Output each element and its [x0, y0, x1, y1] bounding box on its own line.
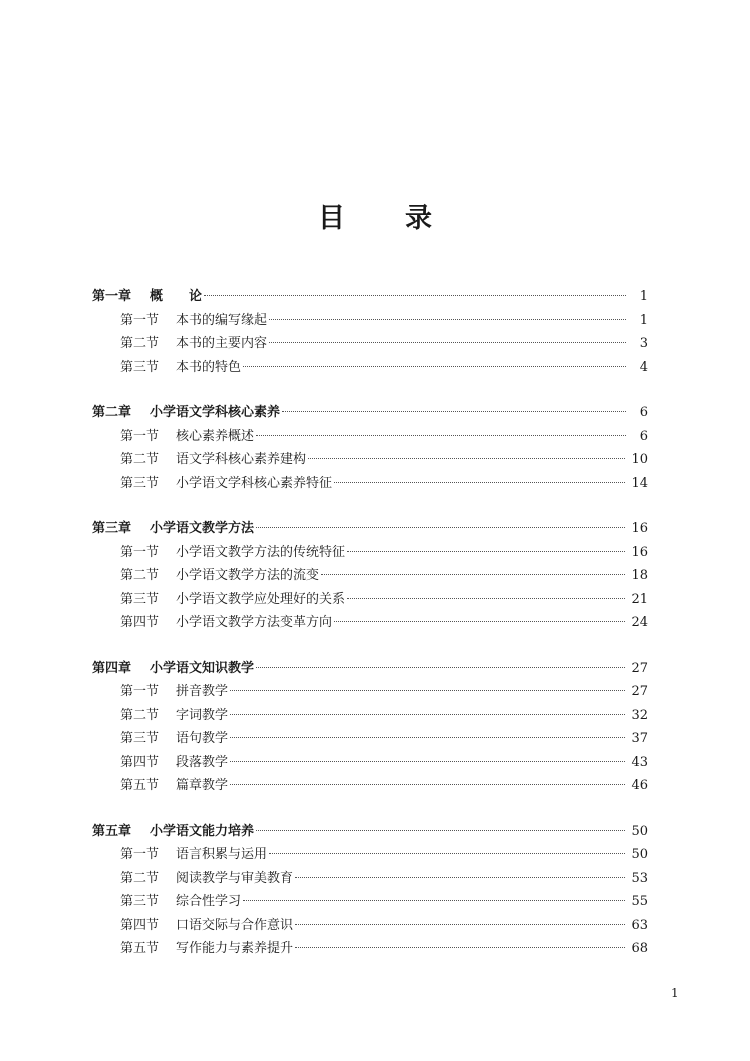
toc-section-entry[interactable] — [92, 727, 648, 751]
chapter-title: 小学语文能力培养 — [150, 823, 255, 839]
section-title: 本书的编写缘起 — [176, 312, 268, 328]
chapter-block — [92, 517, 648, 635]
section-number: 第四节 — [120, 917, 160, 933]
section-page: 4 — [639, 359, 648, 375]
section-title: 段落教学 — [176, 754, 229, 770]
chapter-page: 27 — [631, 660, 648, 676]
chapter-block — [92, 820, 648, 961]
section-page: 37 — [631, 731, 648, 746]
section-number: 第二节 — [120, 870, 160, 886]
dot-leader — [256, 435, 626, 436]
toc-section-entry[interactable] — [92, 425, 648, 449]
chapter-number: 第一章 — [92, 289, 132, 304]
section-title: 语言积累与运用 — [176, 847, 268, 862]
section-page: 50 — [631, 847, 648, 862]
title-char-right: 录 — [405, 203, 432, 234]
dot-leader — [295, 924, 625, 925]
section-title: 小学语文教学方法的流变 — [176, 568, 320, 583]
chapter-page: 6 — [639, 405, 648, 420]
section-page: 43 — [631, 754, 648, 770]
dot-leader — [256, 667, 625, 668]
section-page: 46 — [631, 778, 648, 793]
section-title: 综合性学习 — [176, 894, 242, 909]
section-title: 小学语文教学方法变革方向 — [176, 615, 333, 630]
dot-leader — [334, 482, 625, 483]
section-page: 18 — [631, 568, 648, 583]
dot-leader — [295, 877, 625, 878]
chapter-title: 小学语文知识教学 — [150, 660, 255, 676]
section-number: 第四节 — [120, 754, 160, 770]
chapter-page: 50 — [631, 823, 648, 839]
dot-leader — [321, 574, 625, 575]
toc-section-entry[interactable] — [92, 751, 648, 775]
toc-chapter-entry[interactable] — [92, 285, 648, 309]
section-title: 小学语文教学应处理好的关系 — [176, 591, 346, 607]
section-page: 55 — [631, 894, 648, 909]
title-char-left: 目 — [318, 203, 345, 234]
section-number: 第三节 — [120, 359, 160, 375]
page-title — [0, 196, 750, 235]
toc-section-entry[interactable] — [92, 867, 648, 891]
section-title: 字词教学 — [176, 707, 229, 723]
toc-section-entry[interactable] — [92, 890, 648, 914]
section-number: 第二节 — [120, 707, 160, 723]
section-page: 32 — [631, 707, 648, 723]
toc-section-entry[interactable] — [92, 611, 648, 635]
toc-section-entry[interactable] — [92, 309, 648, 333]
section-title: 口语交际与合作意识 — [176, 917, 294, 933]
section-title: 篇章教学 — [176, 778, 229, 793]
section-page: 14 — [631, 475, 648, 491]
toc-section-entry[interactable] — [92, 704, 648, 728]
section-title: 写作能力与素养提升 — [176, 941, 294, 956]
section-title: 核心素养概述 — [176, 428, 255, 444]
toc-chapter-entry[interactable] — [92, 517, 648, 541]
dot-leader — [204, 295, 626, 296]
dot-leader — [256, 527, 625, 528]
toc-section-entry[interactable] — [92, 937, 648, 961]
section-number: 第二节 — [120, 452, 160, 467]
toc-section-entry[interactable] — [92, 472, 648, 496]
toc-chapter-entry[interactable] — [92, 401, 648, 425]
section-number: 第五节 — [120, 941, 160, 956]
section-page: 68 — [631, 941, 648, 956]
section-page: 21 — [631, 591, 648, 607]
section-number: 第三节 — [120, 731, 160, 746]
section-title: 语句教学 — [176, 731, 229, 746]
toc-section-entry[interactable] — [92, 448, 648, 472]
section-number: 第三节 — [120, 475, 160, 491]
section-number: 第五节 — [120, 778, 160, 793]
section-page: 53 — [631, 870, 648, 886]
toc-section-entry[interactable] — [92, 356, 648, 380]
chapter-block — [92, 657, 648, 798]
section-number: 第一节 — [120, 312, 160, 328]
dot-leader — [230, 761, 625, 762]
section-title: 拼音教学 — [176, 684, 229, 699]
dot-leader — [243, 900, 625, 901]
chapter-title: 小学语文教学方法 — [150, 521, 255, 536]
chapter-block — [92, 285, 648, 379]
section-title: 小学语文学科核心素养特征 — [176, 475, 333, 491]
toc-section-entry[interactable] — [92, 774, 648, 798]
dot-leader — [256, 830, 625, 831]
toc-chapter-entry[interactable] — [92, 657, 648, 681]
chapter-title: 小学语文学科核心素养 — [150, 405, 281, 420]
chapter-number: 第二章 — [92, 405, 132, 420]
toc-section-entry[interactable] — [92, 564, 648, 588]
section-page: 63 — [631, 917, 648, 933]
chapter-number: 第五章 — [92, 823, 132, 839]
toc-chapter-entry[interactable] — [92, 820, 648, 844]
section-title: 本书的特色 — [176, 359, 242, 375]
section-title: 小学语文教学方法的传统特征 — [176, 544, 346, 560]
chapter-page: 1 — [639, 289, 648, 304]
dot-leader — [347, 598, 625, 599]
chapter-page: 16 — [631, 521, 648, 536]
table-of-contents — [92, 285, 648, 983]
dot-leader — [282, 411, 626, 412]
toc-section-entry[interactable] — [92, 541, 648, 565]
toc-section-entry[interactable] — [92, 680, 648, 704]
dot-leader — [269, 319, 626, 320]
chapter-number: 第四章 — [92, 660, 132, 676]
dot-leader — [347, 551, 625, 552]
section-page: 10 — [631, 452, 648, 467]
toc-section-entry[interactable] — [92, 914, 648, 938]
section-page: 24 — [631, 615, 648, 630]
section-title: 语文学科核心素养建构 — [176, 452, 307, 467]
dot-leader — [230, 784, 625, 785]
toc-section-entry[interactable] — [92, 588, 648, 612]
dot-leader — [230, 690, 625, 691]
dot-leader — [334, 621, 625, 622]
toc-section-entry[interactable] — [92, 843, 648, 867]
section-page: 27 — [631, 684, 648, 699]
section-number: 第一节 — [120, 544, 160, 560]
dot-leader — [295, 947, 625, 948]
dot-leader — [269, 853, 625, 854]
section-page: 3 — [639, 336, 648, 351]
section-title: 本书的主要内容 — [176, 336, 268, 351]
section-title: 阅读教学与审美教育 — [176, 870, 294, 886]
dot-leader — [230, 737, 625, 738]
toc-section-entry[interactable] — [92, 332, 648, 356]
dot-leader — [230, 714, 625, 715]
section-number: 第三节 — [120, 894, 160, 909]
dot-leader — [243, 366, 626, 367]
page-number: 1 — [671, 986, 679, 1000]
section-page: 16 — [631, 544, 648, 560]
section-page: 6 — [639, 428, 648, 444]
section-number: 第三节 — [120, 591, 160, 607]
section-number: 第二节 — [120, 568, 160, 583]
section-number: 第二节 — [120, 336, 160, 351]
section-number: 第一节 — [120, 428, 160, 444]
dot-leader — [308, 458, 625, 459]
section-number: 第一节 — [120, 847, 160, 862]
section-number: 第一节 — [120, 684, 160, 699]
chapter-title: 概 论 — [150, 289, 203, 304]
dot-leader — [269, 342, 626, 343]
chapter-block — [92, 401, 648, 495]
section-number: 第四节 — [120, 615, 160, 630]
section-page: 1 — [639, 312, 648, 328]
chapter-number: 第三章 — [92, 521, 132, 536]
